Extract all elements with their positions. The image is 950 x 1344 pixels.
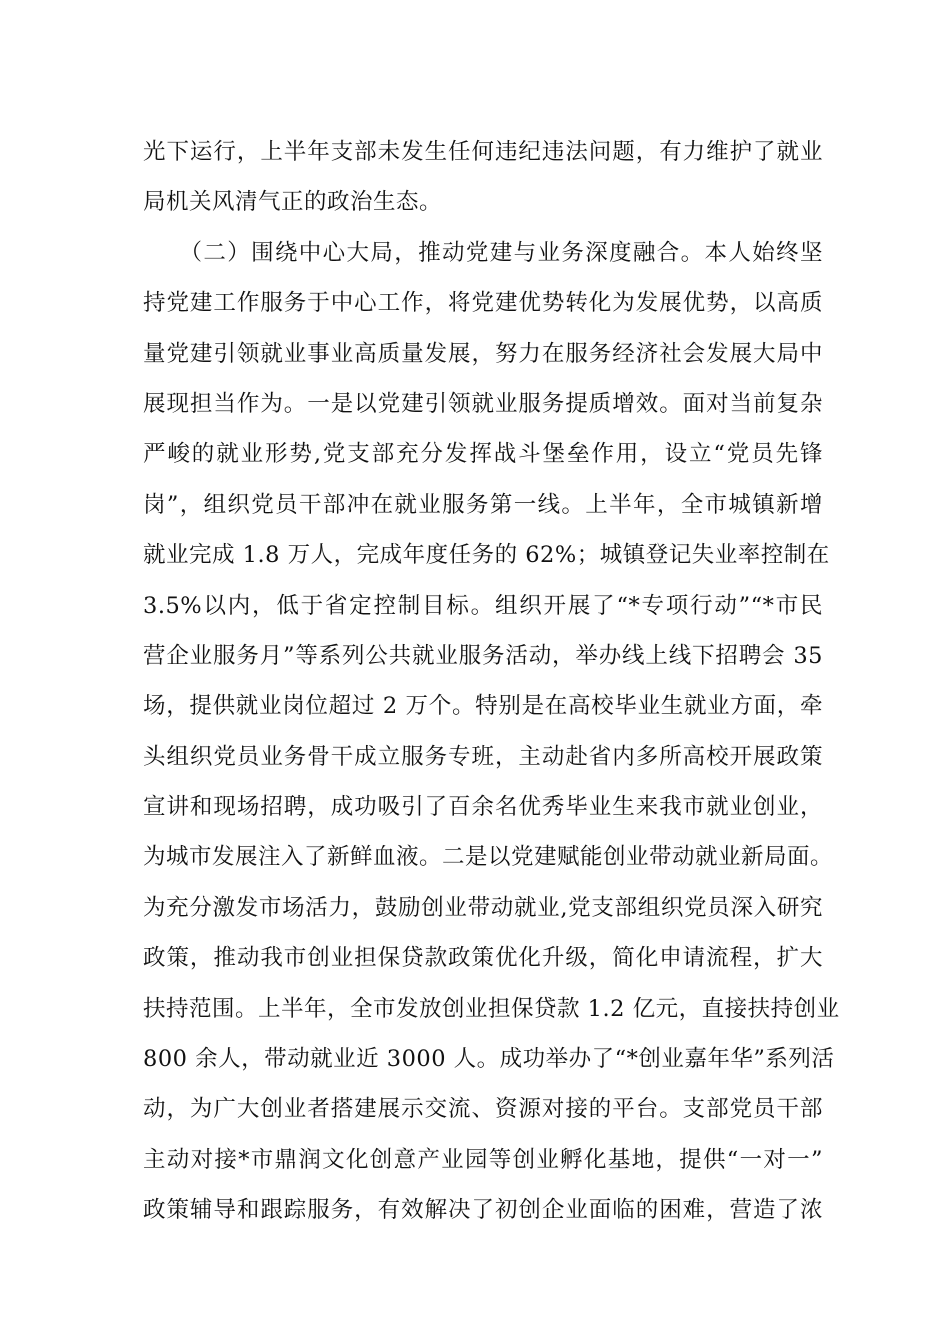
text-line: 场，提供就业岗位超过 2 万个。特别是在高校毕业生就业方面，牵 [143,693,823,720]
text-line: 头组织党员业务骨干成立服务专班，主动赴省内多所高校开展政策 [143,743,823,770]
text-line: 持党建工作服务于中心工作，将党建优势转化为发展优势，以高质 [143,290,823,317]
text-line: 扶持范围。上半年，全市发放创业担保贷款 1.2 亿元，直接扶持创业 [143,995,840,1022]
text-line: （二）围绕中心大局，推动党建与业务深度融合。本人始终坚 [143,239,823,266]
text-line: 为城市发展注入了新鲜血液。二是以党建赋能创业带动就业新局面。 [143,844,834,871]
text-line: 展现担当作为。一是以党建引领就业服务提质增效。面对当前复杂 [143,390,823,417]
text-line: 政策辅导和跟踪服务，有效解决了初创企业面临的困难，营造了浓 [143,1197,823,1224]
text-line: 动，为广大创业者搭建展示交流、资源对接的平台。支部党员干部 [143,1096,823,1123]
text-line: 宣讲和现场招聘，成功吸引了百余名优秀毕业生来我市就业创业， [143,794,823,821]
text-line: 局机关风清气正的政治生态。 [143,189,443,216]
text-line: 为充分激发市场活力，鼓励创业带动就业,党支部组织党员深入研究 [143,894,823,921]
text-line: 量党建引领就业事业高质量发展，努力在服务经济社会发展大局中 [143,340,823,367]
text-line: 营企业服务月”等系列公共就业服务活动，举办线上线下招聘会 35 [143,642,823,669]
text-line: 3.5%以内，低于省定控制目标。组织开展了“*专项行动”“*市民 [143,592,823,619]
text-line: 政策，推动我市创业担保贷款政策优化升级，简化申请流程，扩大 [143,945,823,972]
text-line: 主动对接*市鼎润文化创意产业园等创业孵化基地，提供“一对一” [143,1146,823,1173]
text-line: 就业完成 1.8 万人，完成年度任务的 62%；城镇登记失业率控制在 [143,542,830,569]
text-line: 光下运行，上半年支部未发生任何违纪违法问题，有力维护了就业 [143,139,823,165]
text-line: 严峻的就业形势,党支部充分发挥战斗堡垒作用，设立“党员先锋 [143,441,823,468]
text-line: 岗”，组织党员干部冲在就业服务第一线。上半年，全市城镇新增 [143,491,823,518]
body-text [143,127,840,1236]
text-line: 800 余人，带动就业近 3000 人。成功举办了“*创业嘉年华”系列活 [143,1046,835,1073]
